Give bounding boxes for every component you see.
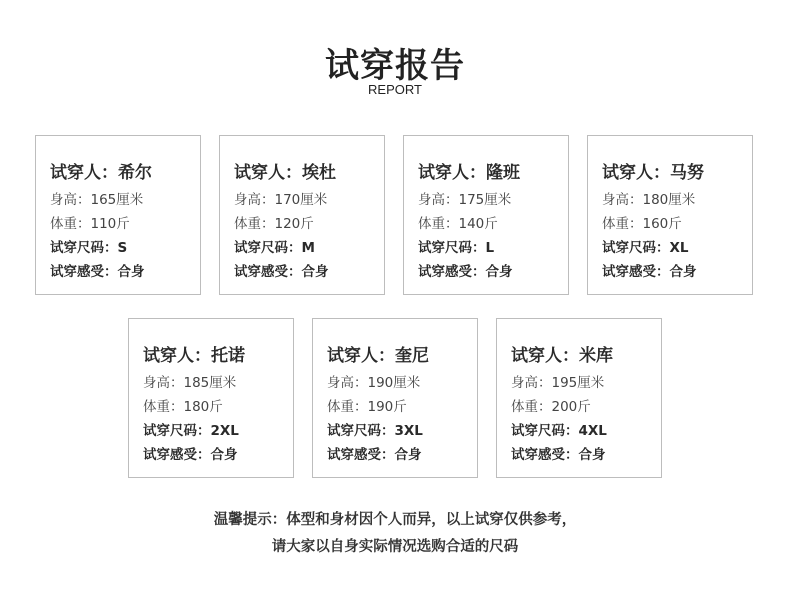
- tester-weight: 体重：110斤: [50, 216, 130, 232]
- tester-card: [219, 135, 385, 295]
- tester-size: 试穿尺码：3XL: [327, 423, 423, 439]
- tester-name: 试穿人：马努: [602, 163, 704, 183]
- report-subtitle: REPORT: [368, 82, 422, 97]
- tester-feel: 试穿感受：合身: [511, 447, 606, 463]
- tester-size: 试穿尺码：M: [234, 240, 315, 256]
- tester-size: 试穿尺码：4XL: [511, 423, 607, 439]
- tester-size: 试穿尺码：2XL: [143, 423, 239, 439]
- tester-card: [128, 318, 294, 478]
- tester-weight: 体重：140斤: [418, 216, 498, 232]
- tester-weight: 体重：190斤: [327, 399, 407, 415]
- tester-card: [35, 135, 201, 295]
- tip-line-1: 温馨提示：体型和身材因个人而异，以上试穿仅供参考，: [213, 512, 577, 528]
- tester-name: 试穿人：托诺: [143, 346, 245, 366]
- tester-weight: 体重：200斤: [511, 399, 591, 415]
- tester-feel: 试穿感受：合身: [327, 447, 422, 463]
- tester-height: 身高：180厘米: [602, 192, 696, 208]
- tester-size: 试穿尺码：XL: [602, 240, 689, 256]
- tester-height: 身高：185厘米: [143, 375, 237, 391]
- tester-card: [496, 318, 662, 478]
- tester-card: [587, 135, 753, 295]
- tester-height: 身高：195厘米: [511, 375, 605, 391]
- tester-height: 身高：190厘米: [327, 375, 421, 391]
- tester-height: 身高：175厘米: [418, 192, 512, 208]
- tester-feel: 试穿感受：合身: [602, 264, 697, 280]
- tester-weight: 体重：180斤: [143, 399, 223, 415]
- report-title: 试穿报告: [325, 46, 465, 86]
- tester-name: 试穿人：奎尼: [327, 346, 429, 366]
- tester-weight: 体重：120斤: [234, 216, 314, 232]
- tester-card: [403, 135, 569, 295]
- tester-name: 试穿人：隆班: [418, 163, 520, 183]
- tester-name: 试穿人：米库: [511, 346, 613, 366]
- tester-height: 身高：165厘米: [50, 192, 144, 208]
- tester-height: 身高：170厘米: [234, 192, 328, 208]
- tester-feel: 试穿感受：合身: [234, 264, 329, 280]
- tester-size: 试穿尺码：S: [50, 240, 128, 256]
- tester-feel: 试穿感受：合身: [418, 264, 513, 280]
- tester-size: 试穿尺码：L: [418, 240, 495, 256]
- tester-name: 试穿人：埃杜: [234, 163, 336, 183]
- tester-card: [312, 318, 478, 478]
- tester-feel: 试穿感受：合身: [50, 264, 145, 280]
- tester-feel: 试穿感受：合身: [143, 447, 238, 463]
- tester-weight: 体重：160斤: [602, 216, 682, 232]
- tester-name: 试穿人：希尔: [50, 163, 152, 183]
- tip-line-2: 请大家以自身实际情况选购合适的尺码: [271, 539, 519, 555]
